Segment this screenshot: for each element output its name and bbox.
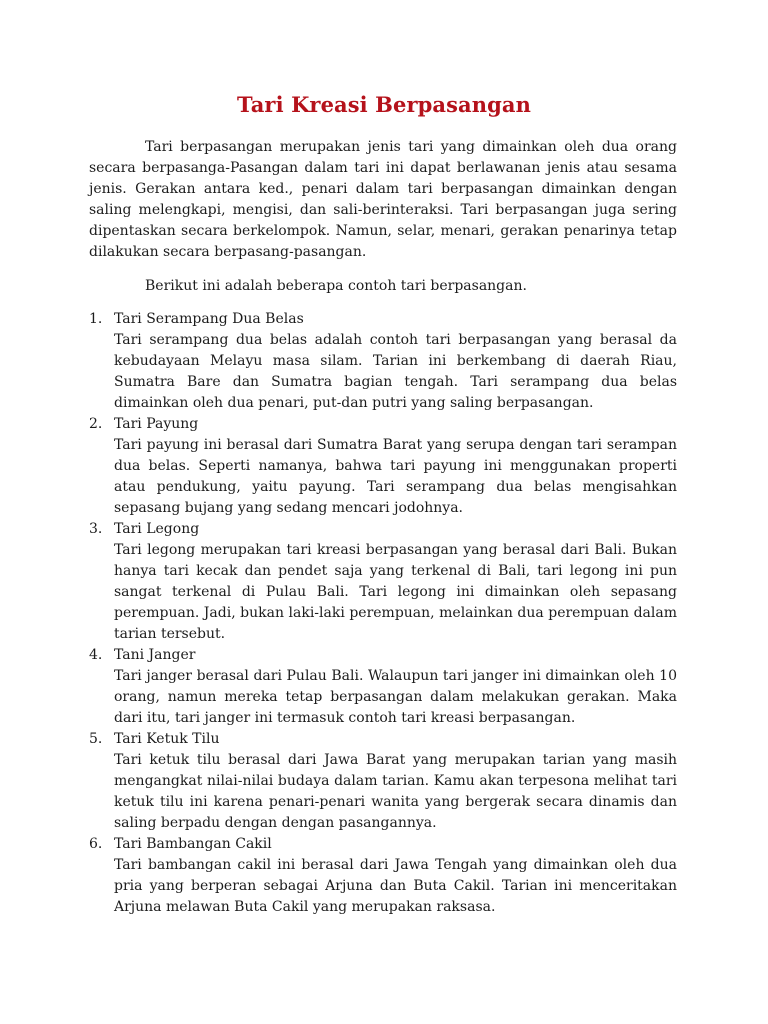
list-item-title: Tani Janger — [114, 647, 196, 663]
list-item-heading — [89, 309, 677, 330]
list-item-heading — [89, 645, 677, 666]
list-item-number: 6. — [89, 836, 103, 852]
list-item-title: Tari Legong — [114, 521, 200, 537]
list-item-body: Tari serampang dua belas adalah contoh tari berpasangan yang berasal da kebudayaan Melayu masa silam. Tarian ini berkembang di daerah Riau, Sumatra Bare dan Sumatra bagian tengah. Tari serampang dua belas dimainkan oleh dua penari, put-dan putri yang saling berpasangan. — [114, 332, 677, 411]
list-item-body: Tari legong merupakan tari kreasi berpasangan yang berasal dari Bali. Bukan hanya tari kecak dan pendet saja yang terkenal di Bali, tari legong ini pun sangat terkenal di Pulau Bali. Tari legong ini dimainkan oleh sepasang perempuan. Jadi, bukan laki-laki perempuan, melainkan dua perempuan dalam tarian tersebut. — [114, 542, 677, 642]
list-item — [89, 645, 677, 729]
page-title: Tari Kreasi Berpasangan — [237, 92, 531, 117]
list-item-number: 1. — [89, 311, 103, 327]
list-item-heading — [89, 729, 677, 750]
dance-list — [89, 309, 677, 918]
lead-paragraph: Berikut ini adalah beberapa contoh tari berpasangan. — [145, 278, 527, 294]
list-item-number: 3. — [89, 521, 103, 537]
list-item — [89, 729, 677, 834]
list-item — [89, 414, 677, 519]
list-item-heading — [89, 519, 677, 540]
list-item-body: Tari payung ini berasal dari Sumatra Barat yang serupa dengan tari serampan dua belas. Seperti namanya, bahwa tari payung ini menggunakan properti atau pendukung, yaitu payung. Tari serampang dua belas mengisahkan sepasang bujang yang sedang mencari jodohnya. — [114, 437, 677, 516]
list-item-body: Tari ketuk tilu berasal dari Jawa Barat yang merupakan tarian yang masih mengangkat nilai-nilai budaya dalam tarian. Kamu akan terpesona melihat tari ketuk tilu ini karena penari-penari wanita yang bergerak secara dinamis dan saling berpadu dengan dengan pasangannya. — [114, 752, 677, 831]
list-item-number: 5. — [89, 731, 103, 747]
list-item-title: Tari Bambangan Cakil — [114, 836, 272, 852]
list-item-body: Tari bambangan cakil ini berasal dari Jawa Tengah yang dimainkan oleh dua pria yang berperan sebagai Arjuna dan Buta Cakil. Tarian ini menceritakan Arjuna melawan Buta Cakil yang merupakan raksasa. — [114, 857, 677, 915]
list-item — [89, 519, 677, 645]
list-item-heading — [89, 834, 677, 855]
list-item-number: 4. — [89, 647, 103, 663]
list-item-title: Tari Serampang Dua Belas — [114, 311, 304, 327]
list-item-heading — [89, 414, 677, 435]
list-item — [89, 309, 677, 414]
list-item-number: 2. — [89, 416, 103, 432]
list-item-title: Tari Ketuk Tilu — [114, 731, 220, 747]
list-item-body: Tari janger berasal dari Pulau Bali. Walaupun tari janger ini dimainkan oleh 10 orang, namun mereka tetap berpasangan dalam melakukan gerakan. Maka dari itu, tari janger ini termasuk contoh tari kreasi berpasangan. — [114, 668, 677, 726]
intro-paragraph: Tari berpasangan merupakan jenis tari yang dimainkan oleh dua orang secara berpasanga-Pasangan dalam tari ini dapat berlawanan jenis atau sesama jenis. Gerakan antara ked., penari dalam tari berpasangan dimainkan dengan saling melengkapi, mengisi, dan sali-berinteraksi. Tari berpasangan juga sering dipentaskan secara berkelompok. Namun, selar, menari, gerakan penarinya tetap dilakukan secara berpasang-pasangan. — [89, 139, 677, 260]
list-item — [89, 834, 677, 918]
list-item-title: Tari Payung — [114, 416, 199, 432]
